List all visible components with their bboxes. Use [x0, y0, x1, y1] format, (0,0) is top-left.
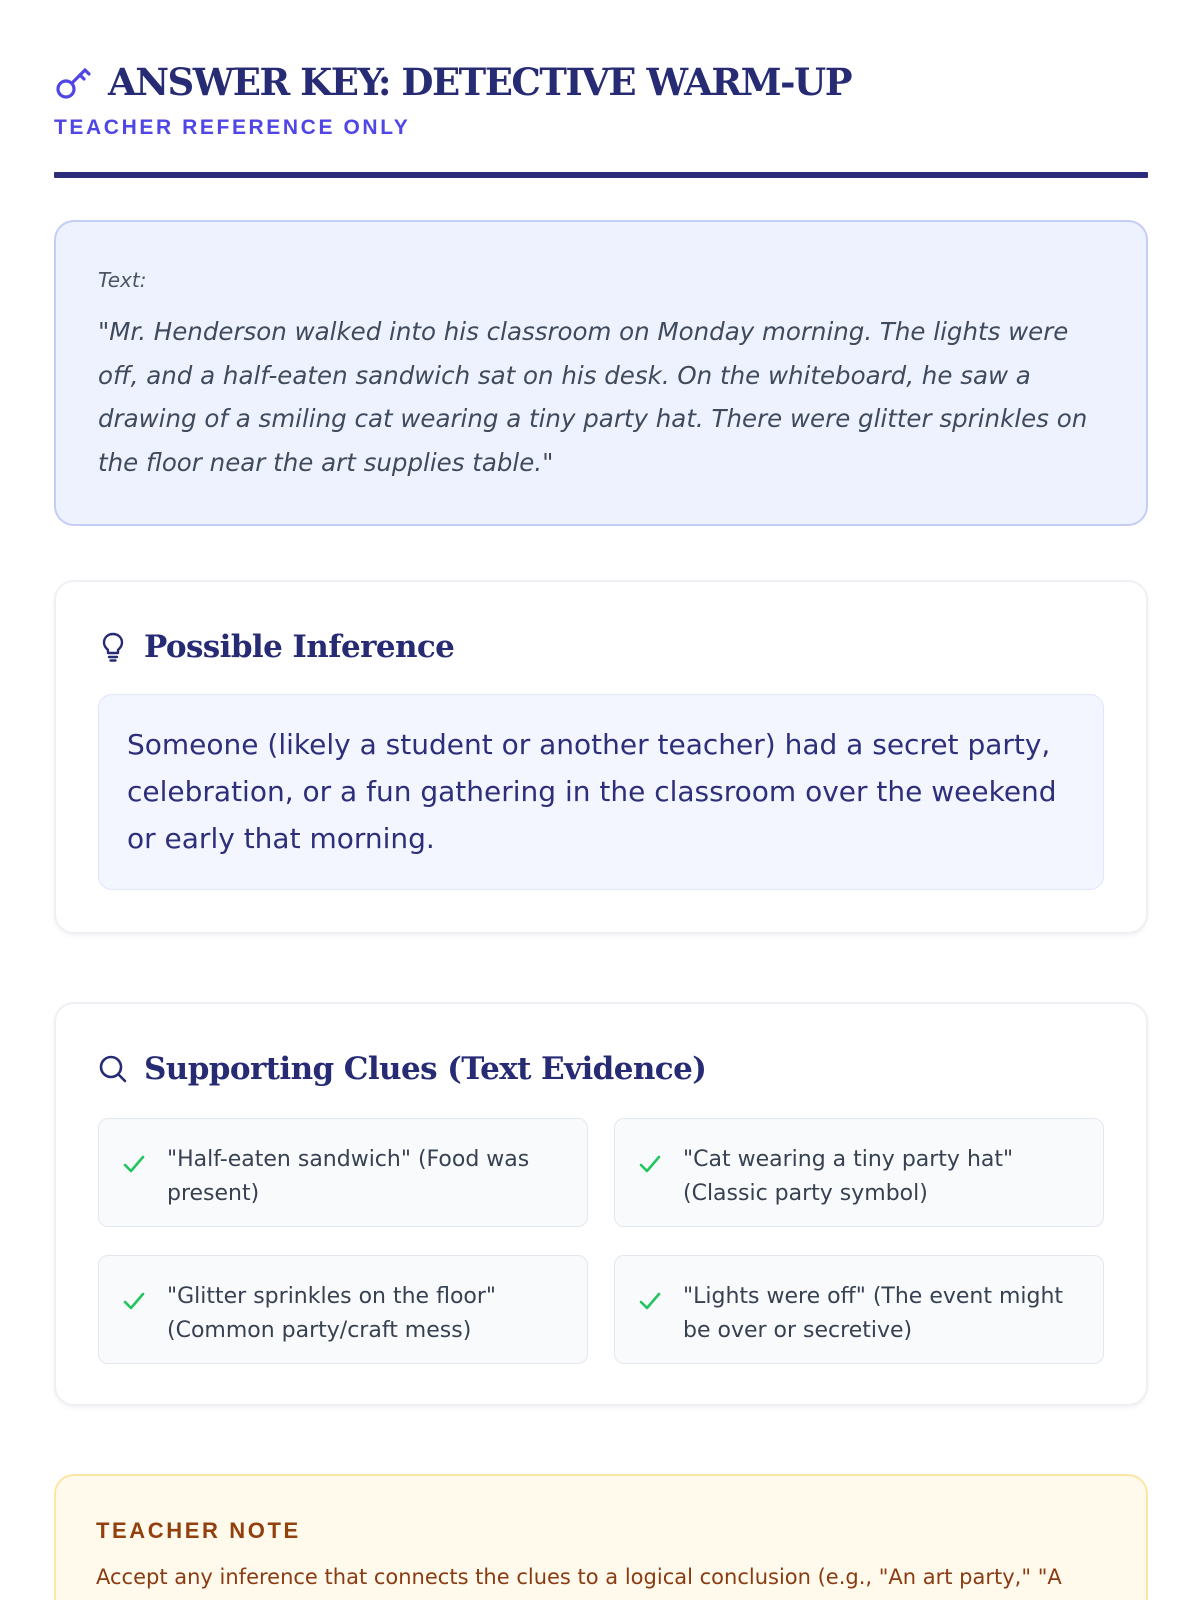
header: [54, 0, 1148, 178]
clues-header: [98, 1048, 1104, 1090]
inference-card: [54, 580, 1148, 934]
inference-text: Someone (likely a student or another teacher) had a secret party, celebration, or a fun gathering in the classroom over the weekend or early that morning.: [127, 728, 1057, 855]
clue-text: "Half-eaten sandwich" (Food was present): [167, 1147, 530, 1206]
title-row: [54, 58, 1148, 106]
key-icon: [54, 63, 92, 101]
clue-item: [614, 1118, 1104, 1227]
inference-title: Possible Inference: [144, 629, 455, 665]
inference-answer-box: [98, 694, 1104, 890]
clues-card: [54, 1002, 1148, 1406]
clue-text: "Lights were off" (The event might be over or secretive): [683, 1284, 1064, 1343]
clues-title: Supporting Clues (Text Evidence): [144, 1051, 707, 1087]
inference-header: [98, 626, 1104, 668]
page-subtitle: TEACHER REFERENCE ONLY: [54, 116, 411, 139]
lightbulb-icon: [98, 631, 128, 663]
teacher-note-text: Accept any inference that connects the clues to a logical conclusion (e.g., "An art party," "A: [96, 1565, 1062, 1589]
clue-text: "Glitter sprinkles on the floor" (Common party/craft mess): [167, 1284, 497, 1343]
page-title: ANSWER KEY: DETECTIVE WARM-UP: [108, 60, 852, 104]
search-icon: [98, 1053, 128, 1085]
check-icon: [637, 1288, 663, 1314]
clue-text: "Cat wearing a tiny party hat" (Classic party symbol): [683, 1147, 1014, 1206]
passage-box: [54, 220, 1148, 526]
check-icon: [121, 1288, 147, 1314]
clue-item: [98, 1255, 588, 1364]
header-divider: [54, 172, 1148, 178]
answer-key-page: [54, 0, 1148, 1600]
clue-grid: [98, 1118, 1104, 1364]
check-icon: [121, 1151, 147, 1177]
teacher-note: [54, 1474, 1148, 1600]
passage-label: Text:: [98, 268, 147, 292]
clue-item: [98, 1118, 588, 1227]
teacher-note-title: TEACHER NOTE: [96, 1518, 301, 1543]
clue-item: [614, 1255, 1104, 1364]
passage-text: "Mr. Henderson walked into his classroom on Monday morning. The lights were off, and a half-eaten sandwich sat on his desk. On the whiteboard, he saw a drawing of a smiling cat wearing a tiny party hat. There were glitter sprinkles on the floor near the art supplies table.": [98, 317, 1088, 477]
check-icon: [637, 1151, 663, 1177]
